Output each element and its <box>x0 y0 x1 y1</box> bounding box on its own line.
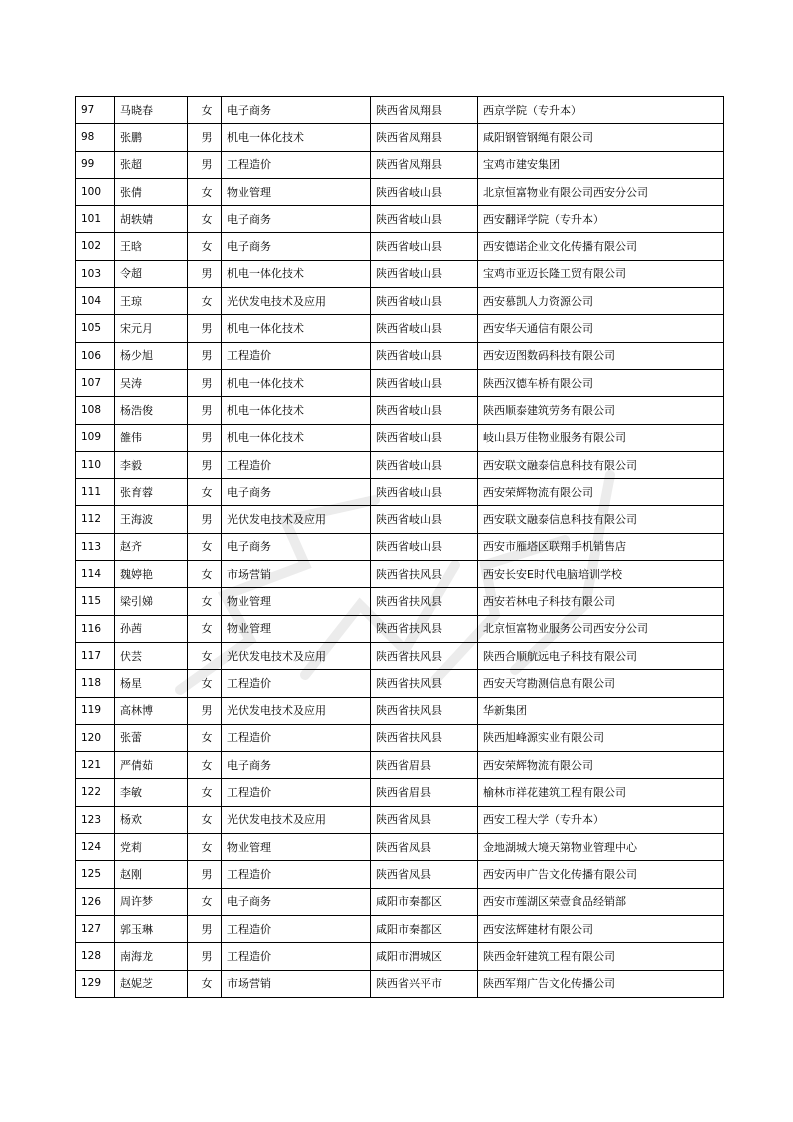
origin-cell: 陕西省岐山县 <box>371 451 478 478</box>
origin-cell: 陕西省岐山县 <box>371 260 478 287</box>
origin-cell: 陕西省岐山县 <box>371 397 478 424</box>
name-cell: 伏芸 <box>115 642 188 669</box>
major-cell: 工程造价 <box>222 670 371 697</box>
employer-cell: 西安翻译学院（专升本） <box>478 206 724 233</box>
name-cell: 胡轶婧 <box>115 206 188 233</box>
table-row <box>76 888 724 915</box>
major-cell: 工程造价 <box>222 943 371 970</box>
employer-cell: 岐山县万佳物业服务有限公司 <box>478 424 724 451</box>
table-row <box>76 915 724 942</box>
name-cell: 杨浩俊 <box>115 397 188 424</box>
employer-cell: 西安市莲湖区荣壹食品经销部 <box>478 888 724 915</box>
table-row <box>76 670 724 697</box>
employer-cell: 北京恒富物业服务公司西安分公司 <box>478 615 724 642</box>
origin-cell: 陕西省扶风县 <box>371 561 478 588</box>
row-number-cell: 105 <box>76 315 115 342</box>
table-row <box>76 615 724 642</box>
gender-cell: 男 <box>188 315 222 342</box>
name-cell: 杨欢 <box>115 806 188 833</box>
employer-cell: 陕西军翔广告文化传播公司 <box>478 970 724 997</box>
row-number-cell: 129 <box>76 970 115 997</box>
name-cell: 雒伟 <box>115 424 188 451</box>
table-row <box>76 588 724 615</box>
gender-cell: 男 <box>188 151 222 178</box>
name-cell: 党莉 <box>115 834 188 861</box>
employer-cell: 西安工程大学（专升本） <box>478 806 724 833</box>
origin-cell: 陕西省岐山县 <box>371 342 478 369</box>
employer-cell: 陕西顺泰建筑劳务有限公司 <box>478 397 724 424</box>
name-cell: 郭玉琳 <box>115 915 188 942</box>
origin-cell: 咸阳市渭城区 <box>371 943 478 970</box>
name-cell: 高林博 <box>115 697 188 724</box>
origin-cell: 陕西省岐山县 <box>371 533 478 560</box>
major-cell: 光伏发电技术及应用 <box>222 697 371 724</box>
table-row <box>76 206 724 233</box>
row-number-cell: 123 <box>76 806 115 833</box>
major-cell: 工程造价 <box>222 915 371 942</box>
row-number-cell: 108 <box>76 397 115 424</box>
name-cell: 吴涛 <box>115 369 188 396</box>
employer-cell: 陕西汉德车桥有限公司 <box>478 369 724 396</box>
employer-cell: 西安天穹勘测信息有限公司 <box>478 670 724 697</box>
table-row <box>76 752 724 779</box>
row-number-cell: 124 <box>76 834 115 861</box>
gender-cell: 女 <box>188 615 222 642</box>
gender-cell: 男 <box>188 506 222 533</box>
name-cell: 张育蓉 <box>115 479 188 506</box>
gender-cell: 女 <box>188 533 222 560</box>
employer-cell: 西安市雁塔区联翔手机销售店 <box>478 533 724 560</box>
table-row <box>76 124 724 151</box>
gender-cell: 女 <box>188 642 222 669</box>
origin-cell: 陕西省扶风县 <box>371 588 478 615</box>
table-row <box>76 561 724 588</box>
origin-cell: 陕西省凤县 <box>371 861 478 888</box>
major-cell: 光伏发电技术及应用 <box>222 642 371 669</box>
origin-cell: 陕西省岐山县 <box>371 424 478 451</box>
table-row <box>76 724 724 751</box>
row-number-cell: 118 <box>76 670 115 697</box>
origin-cell: 陕西省凤翔县 <box>371 151 478 178</box>
name-cell: 南海龙 <box>115 943 188 970</box>
origin-cell: 陕西省扶风县 <box>371 615 478 642</box>
table-row <box>76 288 724 315</box>
origin-cell: 咸阳市秦都区 <box>371 915 478 942</box>
employer-cell: 西安联文融泰信息科技有限公司 <box>478 506 724 533</box>
origin-cell: 陕西省岐山县 <box>371 233 478 260</box>
major-cell: 电子商务 <box>222 479 371 506</box>
row-number-cell: 103 <box>76 260 115 287</box>
graduate-employment-table <box>75 96 724 998</box>
employer-cell: 宝鸡市亚迈长隆工贸有限公司 <box>478 260 724 287</box>
gender-cell: 女 <box>188 752 222 779</box>
name-cell: 王晗 <box>115 233 188 260</box>
origin-cell: 陕西省凤翔县 <box>371 124 478 151</box>
origin-cell: 陕西省扶风县 <box>371 724 478 751</box>
gender-cell: 女 <box>188 779 222 806</box>
employer-cell: 西安迈图数码科技有限公司 <box>478 342 724 369</box>
gender-cell: 男 <box>188 943 222 970</box>
major-cell: 工程造价 <box>222 451 371 478</box>
origin-cell: 陕西省扶风县 <box>371 642 478 669</box>
table-row <box>76 970 724 997</box>
row-number-cell: 114 <box>76 561 115 588</box>
table-row <box>76 642 724 669</box>
gender-cell: 女 <box>188 233 222 260</box>
name-cell: 王琼 <box>115 288 188 315</box>
table-row <box>76 533 724 560</box>
table-body <box>76 97 724 998</box>
gender-cell: 男 <box>188 424 222 451</box>
origin-cell: 陕西省岐山县 <box>371 178 478 205</box>
name-cell: 宋元月 <box>115 315 188 342</box>
name-cell: 严倩茹 <box>115 752 188 779</box>
gender-cell: 男 <box>188 342 222 369</box>
employer-cell: 西安泫辉建材有限公司 <box>478 915 724 942</box>
major-cell: 机电一体化技术 <box>222 424 371 451</box>
name-cell: 周许梦 <box>115 888 188 915</box>
employer-cell: 咸阳钢管钢绳有限公司 <box>478 124 724 151</box>
major-cell: 工程造价 <box>222 861 371 888</box>
gender-cell: 女 <box>188 970 222 997</box>
table-row <box>76 861 724 888</box>
row-number-cell: 125 <box>76 861 115 888</box>
employer-cell: 西安慕凯人力资源公司 <box>478 288 724 315</box>
row-number-cell: 119 <box>76 697 115 724</box>
employer-cell: 西安荣辉物流有限公司 <box>478 752 724 779</box>
table-row <box>76 779 724 806</box>
table-row <box>76 260 724 287</box>
employer-cell: 榆林市祥花建筑工程有限公司 <box>478 779 724 806</box>
table-row <box>76 97 724 124</box>
major-cell: 机电一体化技术 <box>222 315 371 342</box>
name-cell: 张倩 <box>115 178 188 205</box>
row-number-cell: 100 <box>76 178 115 205</box>
origin-cell: 陕西省扶风县 <box>371 697 478 724</box>
table-row <box>76 424 724 451</box>
row-number-cell: 102 <box>76 233 115 260</box>
name-cell: 张超 <box>115 151 188 178</box>
major-cell: 光伏发电技术及应用 <box>222 506 371 533</box>
origin-cell: 陕西省岐山县 <box>371 206 478 233</box>
gender-cell: 女 <box>188 834 222 861</box>
origin-cell: 陕西省凤翔县 <box>371 97 478 124</box>
employer-cell: 北京恒富物业有限公司西安分公司 <box>478 178 724 205</box>
table-row <box>76 369 724 396</box>
gender-cell: 女 <box>188 97 222 124</box>
origin-cell: 陕西省岐山县 <box>371 506 478 533</box>
name-cell: 孙茜 <box>115 615 188 642</box>
table-row <box>76 697 724 724</box>
row-number-cell: 127 <box>76 915 115 942</box>
major-cell: 电子商务 <box>222 533 371 560</box>
gender-cell: 男 <box>188 697 222 724</box>
name-cell: 王海波 <box>115 506 188 533</box>
gender-cell: 女 <box>188 806 222 833</box>
origin-cell: 陕西省兴平市 <box>371 970 478 997</box>
name-cell: 梁引娣 <box>115 588 188 615</box>
gender-cell: 男 <box>188 124 222 151</box>
employer-cell: 陕西合顺航远电子科技有限公司 <box>478 642 724 669</box>
name-cell: 魏婷艳 <box>115 561 188 588</box>
major-cell: 光伏发电技术及应用 <box>222 806 371 833</box>
gender-cell: 男 <box>188 861 222 888</box>
table-row <box>76 178 724 205</box>
name-cell: 李敏 <box>115 779 188 806</box>
employer-cell: 西京学院（专升本） <box>478 97 724 124</box>
row-number-cell: 128 <box>76 943 115 970</box>
major-cell: 工程造价 <box>222 779 371 806</box>
major-cell: 电子商务 <box>222 97 371 124</box>
gender-cell: 男 <box>188 397 222 424</box>
table-row <box>76 451 724 478</box>
origin-cell: 陕西省眉县 <box>371 779 478 806</box>
major-cell: 物业管理 <box>222 834 371 861</box>
employer-cell: 陕西旭峰源实业有限公司 <box>478 724 724 751</box>
major-cell: 电子商务 <box>222 752 371 779</box>
name-cell: 杨少旭 <box>115 342 188 369</box>
major-cell: 工程造价 <box>222 342 371 369</box>
employer-cell: 陕西金轩建筑工程有限公司 <box>478 943 724 970</box>
gender-cell: 女 <box>188 888 222 915</box>
employer-cell: 西安荣辉物流有限公司 <box>478 479 724 506</box>
name-cell: 赵齐 <box>115 533 188 560</box>
row-number-cell: 109 <box>76 424 115 451</box>
row-number-cell: 121 <box>76 752 115 779</box>
major-cell: 电子商务 <box>222 233 371 260</box>
table-row <box>76 397 724 424</box>
gender-cell: 男 <box>188 260 222 287</box>
gender-cell: 女 <box>188 479 222 506</box>
origin-cell: 陕西省凤县 <box>371 834 478 861</box>
employer-cell: 金地湖城大境天第物业管理中心 <box>478 834 724 861</box>
row-number-cell: 111 <box>76 479 115 506</box>
row-number-cell: 126 <box>76 888 115 915</box>
table-row <box>76 834 724 861</box>
major-cell: 机电一体化技术 <box>222 260 371 287</box>
row-number-cell: 107 <box>76 369 115 396</box>
origin-cell: 咸阳市秦都区 <box>371 888 478 915</box>
table-row <box>76 506 724 533</box>
major-cell: 市场营销 <box>222 970 371 997</box>
major-cell: 工程造价 <box>222 724 371 751</box>
employer-cell: 西安联文融泰信息科技有限公司 <box>478 451 724 478</box>
table-row <box>76 342 724 369</box>
gender-cell: 男 <box>188 369 222 396</box>
origin-cell: 陕西省岐山县 <box>371 369 478 396</box>
table-row <box>76 806 724 833</box>
employer-cell: 西安长安E时代电脑培训学校 <box>478 561 724 588</box>
row-number-cell: 97 <box>76 97 115 124</box>
row-number-cell: 120 <box>76 724 115 751</box>
row-number-cell: 116 <box>76 615 115 642</box>
row-number-cell: 106 <box>76 342 115 369</box>
gender-cell: 男 <box>188 915 222 942</box>
row-number-cell: 117 <box>76 642 115 669</box>
employer-cell: 华新集团 <box>478 697 724 724</box>
name-cell: 张蕾 <box>115 724 188 751</box>
name-cell: 赵妮芝 <box>115 970 188 997</box>
major-cell: 市场营销 <box>222 561 371 588</box>
row-number-cell: 101 <box>76 206 115 233</box>
employer-cell: 西安若林电子科技有限公司 <box>478 588 724 615</box>
row-number-cell: 110 <box>76 451 115 478</box>
gender-cell: 女 <box>188 588 222 615</box>
gender-cell: 女 <box>188 561 222 588</box>
gender-cell: 女 <box>188 206 222 233</box>
name-cell: 张鹏 <box>115 124 188 151</box>
name-cell: 马晓春 <box>115 97 188 124</box>
name-cell: 令超 <box>115 260 188 287</box>
row-number-cell: 115 <box>76 588 115 615</box>
origin-cell: 陕西省扶风县 <box>371 670 478 697</box>
table-row <box>76 233 724 260</box>
row-number-cell: 99 <box>76 151 115 178</box>
row-number-cell: 112 <box>76 506 115 533</box>
row-number-cell: 98 <box>76 124 115 151</box>
major-cell: 工程造价 <box>222 151 371 178</box>
major-cell: 电子商务 <box>222 206 371 233</box>
table-row <box>76 315 724 342</box>
gender-cell: 女 <box>188 178 222 205</box>
gender-cell: 女 <box>188 670 222 697</box>
employer-cell: 宝鸡市建安集团 <box>478 151 724 178</box>
major-cell: 物业管理 <box>222 615 371 642</box>
row-number-cell: 104 <box>76 288 115 315</box>
origin-cell: 陕西省岐山县 <box>371 288 478 315</box>
gender-cell: 女 <box>188 724 222 751</box>
employer-cell: 西安华天通信有限公司 <box>478 315 724 342</box>
name-cell: 赵刚 <box>115 861 188 888</box>
employer-cell: 西安德诺企业文化传播有限公司 <box>478 233 724 260</box>
major-cell: 光伏发电技术及应用 <box>222 288 371 315</box>
table-row <box>76 479 724 506</box>
gender-cell: 男 <box>188 451 222 478</box>
origin-cell: 陕西省凤县 <box>371 806 478 833</box>
row-number-cell: 113 <box>76 533 115 560</box>
origin-cell: 陕西省岐山县 <box>371 479 478 506</box>
table-row <box>76 151 724 178</box>
major-cell: 机电一体化技术 <box>222 397 371 424</box>
row-number-cell: 122 <box>76 779 115 806</box>
gender-cell: 女 <box>188 288 222 315</box>
table-row <box>76 943 724 970</box>
major-cell: 电子商务 <box>222 888 371 915</box>
origin-cell: 陕西省岐山县 <box>371 315 478 342</box>
name-cell: 杨星 <box>115 670 188 697</box>
employer-cell: 西安丙申广告文化传播有限公司 <box>478 861 724 888</box>
major-cell: 机电一体化技术 <box>222 369 371 396</box>
origin-cell: 陕西省眉县 <box>371 752 478 779</box>
major-cell: 物业管理 <box>222 178 371 205</box>
name-cell: 李毅 <box>115 451 188 478</box>
major-cell: 机电一体化技术 <box>222 124 371 151</box>
major-cell: 物业管理 <box>222 588 371 615</box>
